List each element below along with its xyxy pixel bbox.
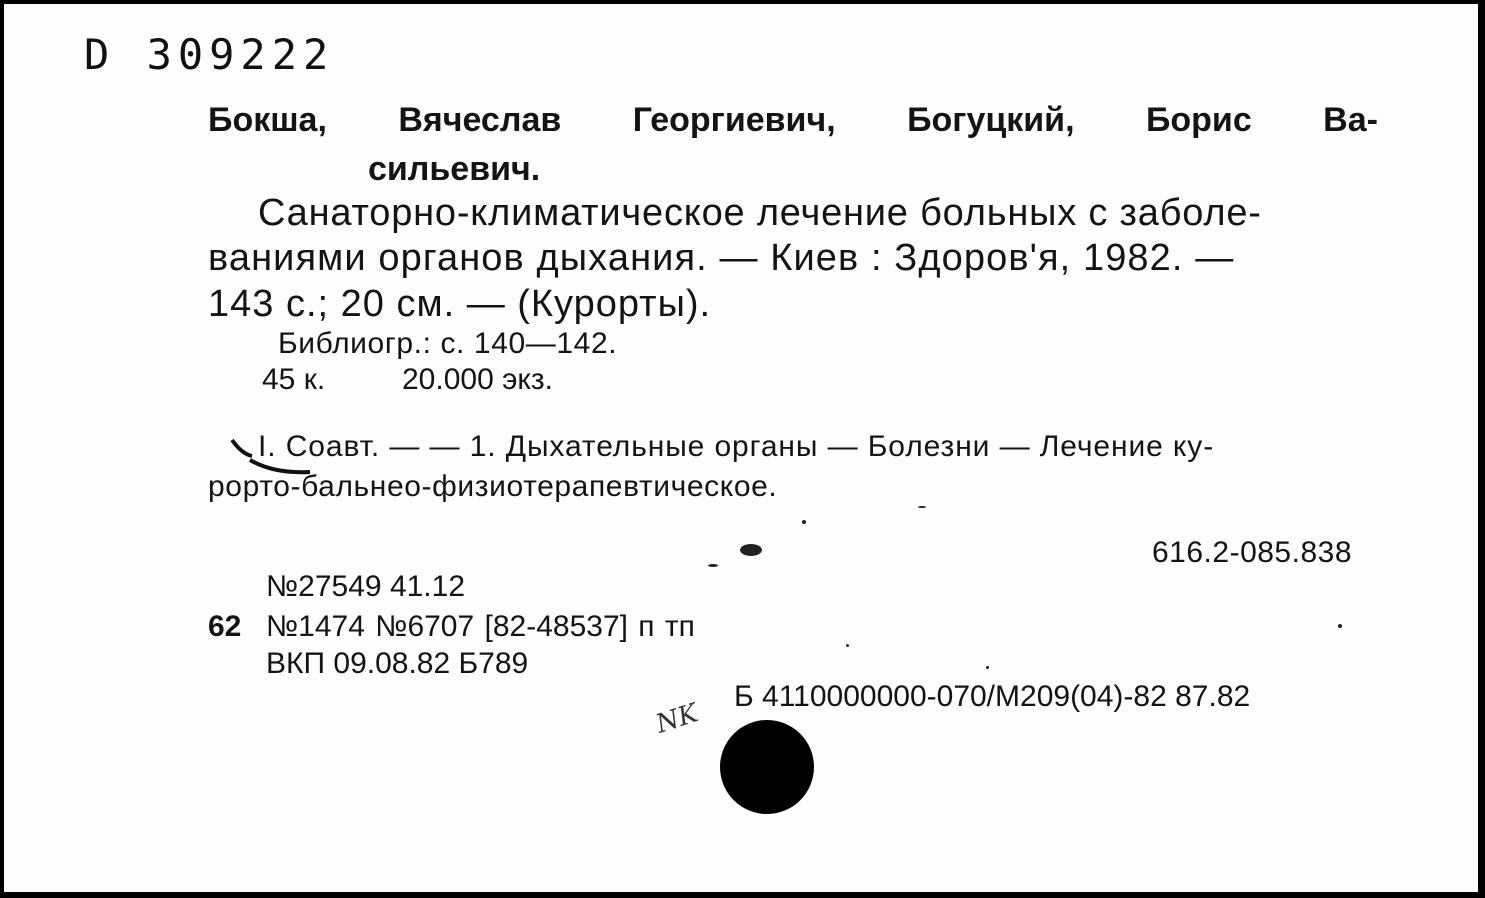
print-run: 20.000 экз. [402,363,553,396]
udc-number: 616.2-085.838 [1152,536,1353,569]
call-number: D 309222 [84,30,335,79]
ink-speck [802,520,806,524]
tracings-line2: рорто-бальнео-физиотерапевтическое. [208,470,778,503]
heading-word: Бокша, [208,101,327,139]
heading-word: Борис [1145,101,1252,139]
price: 45 к. [262,363,326,396]
isbn-line: Б 4110000000-070/М209(04)-82 87.82 [734,680,1251,713]
marker-62: 62 [208,610,242,643]
author-heading-line1 [208,101,1378,140]
title-line3: 143 с.; 20 см. — (Курорты). [208,283,712,325]
heading-word: Вячеслав [398,101,562,139]
ink-speck [986,666,989,669]
order-number: №27549 41.12 [266,570,466,603]
heading-word: Ва- [1323,101,1378,139]
punch-hole [720,720,814,814]
ink-speck [708,564,718,567]
ink-speck [918,506,926,508]
ink-speck [740,544,762,556]
bibliography-note: Библиогр.: с. 140—142. [278,327,618,360]
handwritten-mark: NK [652,698,702,740]
tracings-line1: I. Соавт. — — 1. Дыхательные органы — Болезни — Лечение ку- [258,430,1215,463]
title-line1: Санаторно-климатическое лечение больных с заболе- [258,192,1262,234]
author-heading-line2: сильевич. [368,150,541,188]
heading-word: Богуцкий, [907,101,1075,139]
ink-speck [1338,624,1342,628]
heading-word: Георгиевич, [632,101,836,139]
ink-speck [846,644,849,647]
catalog-line: №1474 №6707 [82-48537] п тп [266,610,695,643]
vkp-line: ВКП 09.08.82 Б789 [266,647,529,680]
title-line2: ваниями органов дыхания. — Киев : Здоров'я, 1982. — [208,237,1235,279]
card-paper [4,4,1478,892]
